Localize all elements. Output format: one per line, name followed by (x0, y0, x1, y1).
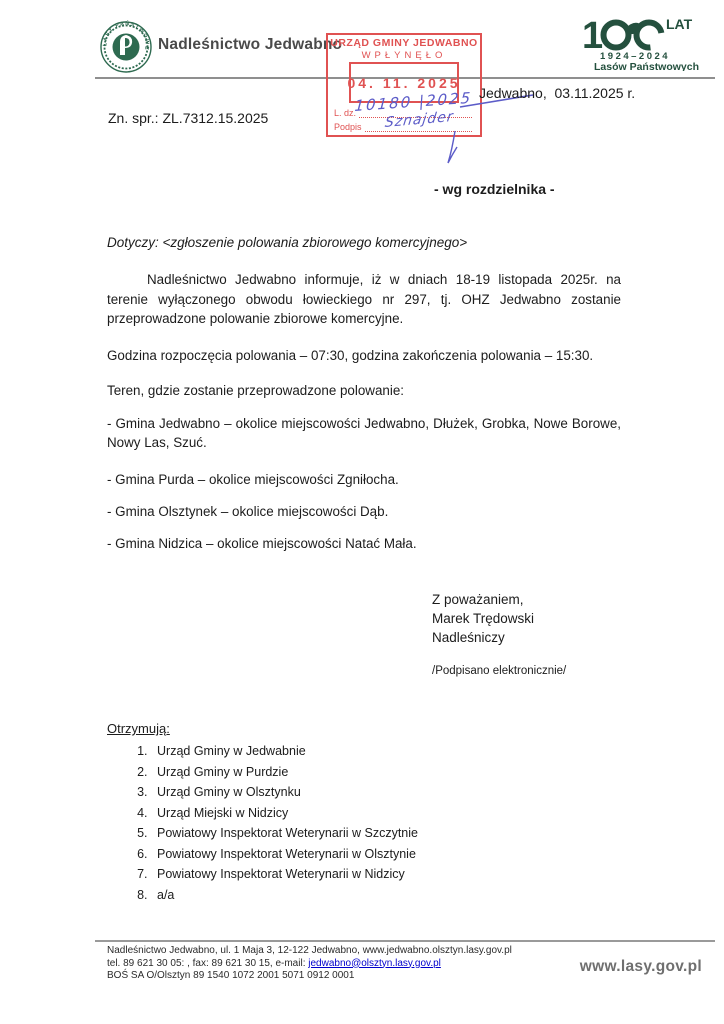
forest-district-seal-logo (99, 20, 153, 74)
letter-body (107, 270, 621, 566)
recipient-item: 6. Powiatowy Inspektorat Weterynarii w Olsztynie (151, 847, 418, 861)
recipients-heading: Otrzymują: (107, 721, 170, 736)
org-name: Nadleśnictwo Jedwabno (158, 36, 343, 53)
distribution-note: - wg rozdzielnika - (434, 181, 555, 197)
paragraph-area-intro: Teren, gdzie zostanie przeprowadzone polowanie: (107, 383, 405, 398)
paragraph-announcement: Nadleśnictwo Jedwabno informuje, iż w dniach 18-19 listopada 2025r. na terenie wyłączonego obwodu łowieckiego nr 297, tj. OHZ Jedwabno zostanie przeprowadzone polowanie zbiorowe komercyjne. (107, 272, 621, 326)
handwritten-register-number: 10180 |2025 (354, 88, 473, 115)
closing-phrase: Z poważaniem, (432, 592, 524, 607)
received-stamp (326, 33, 482, 137)
footer-website: www.lasy.gov.pl (579, 958, 702, 975)
svg-text:1924–2024: 1924–2024 (600, 51, 671, 62)
svg-text:LAT: LAT (666, 16, 693, 32)
area-item: - Gmina Olsztynek – okolice miejscowości Dąb. (107, 503, 389, 519)
signer-title: Nadleśniczy (432, 630, 505, 645)
case-reference-number: Zn. spr.: ZL.7312.15.2025 (108, 110, 269, 126)
seal-ring-text: LASY PAŃSTWOWE (102, 20, 150, 52)
stamp-office-name: URZĄD GMINY JEDWABNO (330, 37, 478, 49)
stamp-podpis-row: Podpis (334, 122, 472, 132)
recipient-item: 5. Powiatowy Inspektorat Weterynarii w Szczytnie (151, 826, 418, 840)
footer-address-line: Nadleśnictwo Jedwabno, ul. 1 Maja 3, 12-122 Jedwabno, www.jedwabno.olsztyn.lasy.gov.pl (107, 945, 512, 956)
stamp-date: 04. 11. 2025 (347, 74, 461, 91)
recipient-item: 7. Powiatowy Inspektorat Weterynarii w Nidzicy (151, 867, 418, 881)
paragraph-hours: Godzina rozpoczęcia polowania – 07:30, godzina zakończenia polowania – 15:30. (107, 347, 594, 363)
place-and-date: Jedwabno, 03.11.2025 r. (479, 85, 636, 101)
email-link[interactable]: jedwabno@olsztyn.lasy.gov.pl (308, 957, 441, 969)
subject-line: Dotyczy: <zgłoszenie polowania zbiorowego komercyjnego> (107, 235, 468, 250)
recipient-item: 8. a/a (151, 888, 418, 902)
recipients-list (107, 744, 418, 908)
signature-block (432, 590, 534, 647)
footer-bank-line: BOŚ SA O/Olsztyn 89 1540 1072 2001 5071 0912 0001 (107, 970, 355, 981)
footer-phone-line: tel. 89 621 30 05: , fax: 89 621 30 15, e-mail: jedwabno@olsztyn.lasy.gov.pl (107, 957, 441, 969)
area-item: - Gmina Jedwabno – okolice miejscowości Jedwabno, Dłużek, Grobka, Nowe Borowe, Nowy Las, Szuć. (107, 415, 621, 450)
footer-divider (95, 940, 715, 942)
pen-stroke-marks (328, 35, 538, 175)
stamp-received-word: WPŁYNĘŁO (361, 50, 447, 61)
handwritten-signature: Sznajder (384, 108, 455, 131)
svg-text:Lasów Państwowych: Lasów Państwowych (594, 61, 700, 71)
centenary-100-years-logo (582, 15, 714, 71)
area-item: - Gmina Purda – okolice miejscowości Zgniłocha. (107, 471, 399, 487)
recipient-item: 4. Urząd Miejski w Nidzicy (151, 806, 418, 820)
recipient-item: 1. Urząd Gminy w Jedwabnie (151, 744, 418, 758)
recipient-item: 3. Urząd Gminy w Olsztynku (151, 785, 418, 799)
electronic-signature-note: /Podpisano elektronicznie/ (432, 665, 567, 677)
footer-contact-block (107, 945, 512, 983)
stamp-ldz-row: L. dz. (334, 108, 472, 118)
area-item: - Gmina Nidzica – okolice miejscowości Natać Mała. (107, 535, 417, 551)
svg-text:1: 1 (582, 15, 604, 57)
signer-name: Marek Trędowski (432, 611, 535, 626)
recipient-item: 2. Urząd Gminy w Purdzie (151, 765, 418, 779)
